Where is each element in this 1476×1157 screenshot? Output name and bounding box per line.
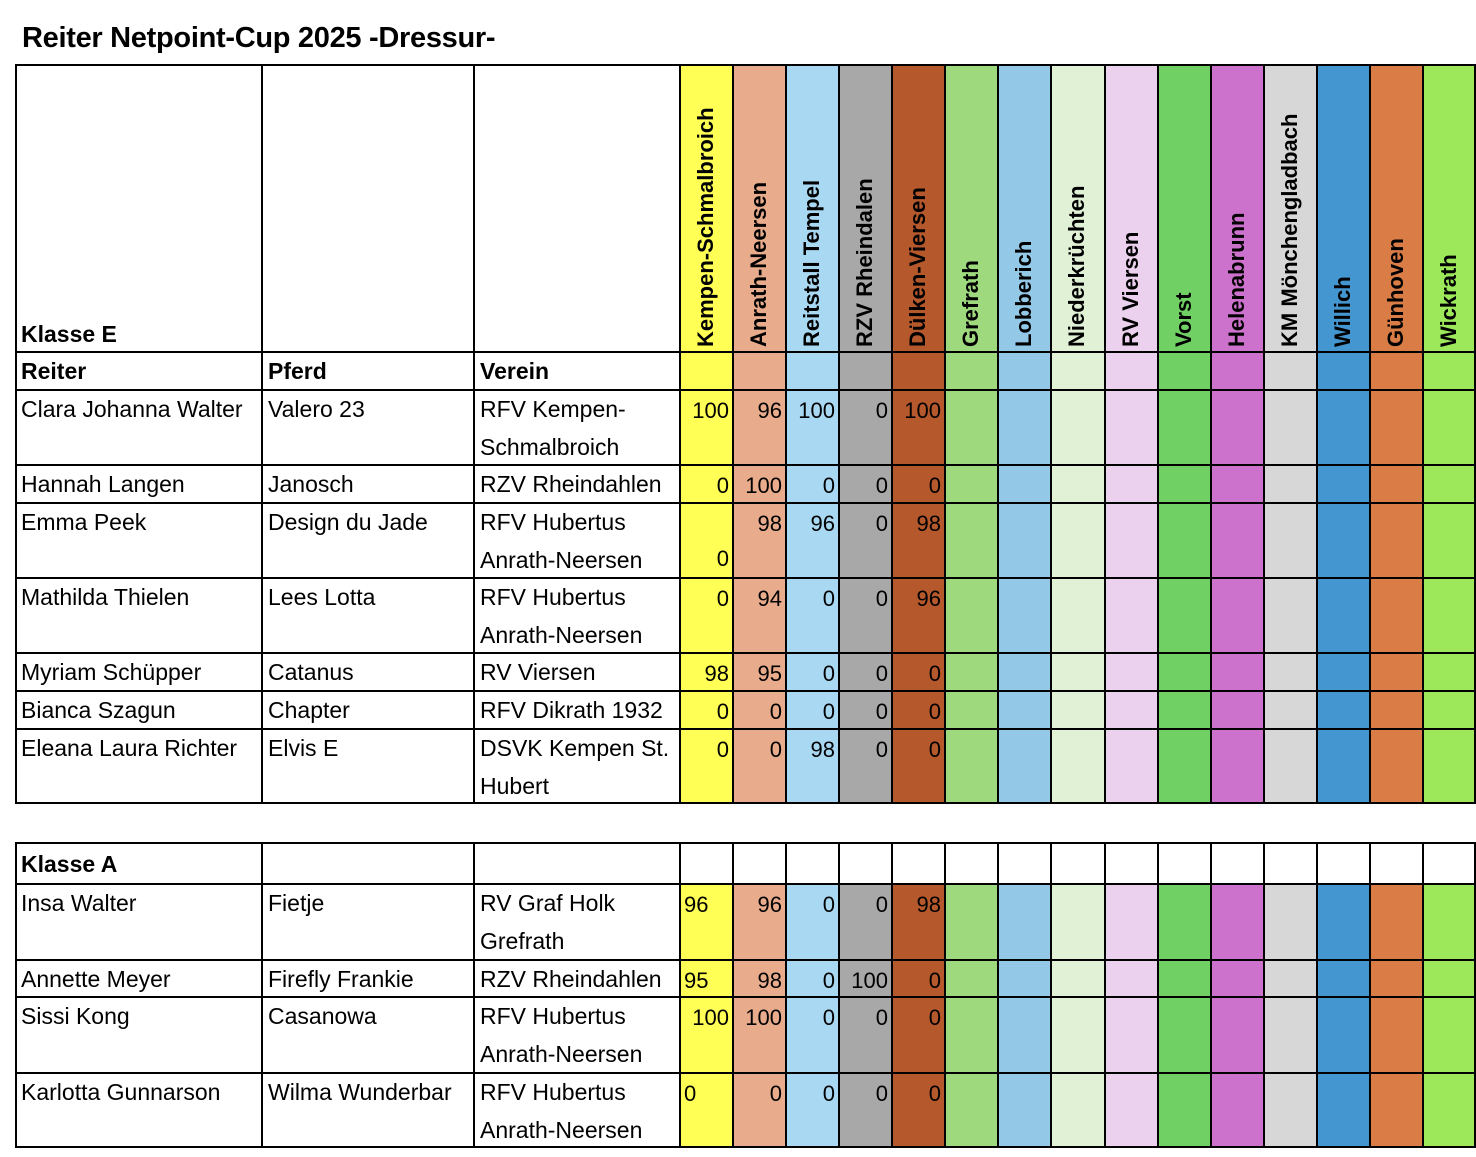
score-cell <box>1051 653 1105 691</box>
club-header-label: RZV Rheindalen <box>851 178 877 347</box>
header-club: Verein <box>474 352 680 390</box>
score-cell: 0 <box>839 578 892 653</box>
score-cell <box>1211 503 1264 578</box>
score-cell: 0 <box>839 465 892 503</box>
score-cell <box>1158 997 1211 1073</box>
club-name: RV Graf Holk Grefrath <box>474 884 680 960</box>
subheader-color-7 <box>998 352 1051 390</box>
score-cell: 0 <box>733 691 786 729</box>
score-cell: 98 <box>733 503 786 578</box>
score-cell <box>1051 465 1105 503</box>
score-cell <box>1211 390 1264 465</box>
score-cell <box>1105 997 1158 1073</box>
club-name: RZV Rheindahlen <box>474 960 680 997</box>
club-name: DSVK Kempen St. Hubert <box>474 729 680 804</box>
score-cell <box>1423 691 1476 729</box>
score-cell: 0 <box>839 997 892 1073</box>
club-header-label: Willich <box>1329 276 1355 347</box>
klasse-a-blank-9 <box>1105 842 1158 884</box>
score-cell: 98 <box>680 653 733 691</box>
subheader-color-3 <box>786 352 839 390</box>
score-cell <box>1370 578 1423 653</box>
score-cell <box>998 997 1051 1073</box>
club-header-15 <box>1423 64 1476 352</box>
klasse-a-blank-12 <box>1264 842 1317 884</box>
score-cell <box>945 653 998 691</box>
score-cell <box>1105 729 1158 804</box>
club-header-label: Grefrath <box>957 260 983 347</box>
score-cell: 0 <box>786 578 839 653</box>
club-header-7 <box>998 64 1051 352</box>
score-cell <box>998 578 1051 653</box>
subheader-color-1 <box>680 352 733 390</box>
score-cell: 0 <box>786 653 839 691</box>
club-name: RFV Kempen-Schmalbroich <box>474 390 680 465</box>
klasse-a-blank-10 <box>1158 842 1211 884</box>
club-header-5 <box>892 64 945 352</box>
klasse-a-blank-4 <box>839 842 892 884</box>
club-header-8 <box>1051 64 1105 352</box>
score-cell <box>1370 653 1423 691</box>
score-cell <box>1051 884 1105 960</box>
score-cell <box>1211 691 1264 729</box>
score-cell: 0 <box>786 997 839 1073</box>
subheader-color-13 <box>1317 352 1370 390</box>
score-cell: 0 <box>786 465 839 503</box>
score-cell <box>1158 729 1211 804</box>
score-cell: 100 <box>680 390 733 465</box>
score-cell: 0 <box>892 729 945 804</box>
club-name: RFV Hubertus Anrath-Neersen <box>474 1073 680 1148</box>
score-cell: 0 <box>680 503 733 578</box>
score-cell: 96 <box>892 578 945 653</box>
club-header-11 <box>1211 64 1264 352</box>
club-header-label: Lobberich <box>1010 240 1036 347</box>
score-cell: 100 <box>839 960 892 997</box>
score-cell: 0 <box>839 884 892 960</box>
score-cell <box>998 691 1051 729</box>
rider-name: Annette Meyer <box>15 960 262 997</box>
subheader-color-5 <box>892 352 945 390</box>
score-cell <box>1051 997 1105 1073</box>
klasse-a-blank-15 <box>1423 842 1476 884</box>
rider-name: Mathilda Thielen <box>15 578 262 653</box>
score-cell <box>1317 884 1370 960</box>
score-cell <box>998 960 1051 997</box>
club-header-label: Anrath-Neersen <box>745 181 771 347</box>
club-name: RFV Dikrath 1932 <box>474 691 680 729</box>
score-cell <box>1264 578 1317 653</box>
score-cell: 98 <box>892 884 945 960</box>
score-cell <box>945 465 998 503</box>
rider-name: Myriam Schüpper <box>15 653 262 691</box>
score-cell: 0 <box>680 465 733 503</box>
club-header-10 <box>1158 64 1211 352</box>
score-cell <box>1264 465 1317 503</box>
score-cell <box>1051 691 1105 729</box>
score-cell <box>1051 578 1105 653</box>
score-cell <box>1317 960 1370 997</box>
rider-name: Karlotta Gunnarson <box>15 1073 262 1148</box>
score-cell <box>1370 997 1423 1073</box>
score-cell: 0 <box>680 578 733 653</box>
score-cell <box>1370 1073 1423 1148</box>
club-header-label: RV Viersen <box>1117 231 1143 347</box>
score-cell <box>1370 960 1423 997</box>
score-cell: 0 <box>839 503 892 578</box>
rider-name: Sissi Kong <box>15 997 262 1073</box>
score-cell <box>998 465 1051 503</box>
score-cell: 98 <box>786 729 839 804</box>
score-cell: 95 <box>733 653 786 691</box>
score-cell <box>1370 729 1423 804</box>
subheader-color-4 <box>839 352 892 390</box>
page-title: Reiter Netpoint-Cup 2025 -Dressur- <box>22 22 496 54</box>
score-cell <box>998 653 1051 691</box>
score-cell <box>1317 503 1370 578</box>
score-cell <box>1051 1073 1105 1148</box>
club-header-9 <box>1105 64 1158 352</box>
score-cell <box>1370 884 1423 960</box>
subheader-color-9 <box>1105 352 1158 390</box>
klasse-a-label: Klasse A <box>15 842 262 884</box>
score-cell <box>1211 997 1264 1073</box>
horse-name: Lees Lotta <box>262 578 474 653</box>
score-cell: 96 <box>733 884 786 960</box>
score-cell <box>945 1073 998 1148</box>
score-cell <box>945 960 998 997</box>
score-cell: 95 <box>680 960 733 997</box>
club-header-1 <box>680 64 733 352</box>
club-name: RFV Hubertus Anrath-Neersen <box>474 503 680 578</box>
score-cell: 0 <box>680 729 733 804</box>
score-cell <box>1423 465 1476 503</box>
club-header-14 <box>1370 64 1423 352</box>
score-cell <box>1264 653 1317 691</box>
score-cell <box>945 884 998 960</box>
score-cell <box>1423 578 1476 653</box>
score-cell <box>1264 390 1317 465</box>
score-cell <box>1211 729 1264 804</box>
klasse-a-blank-horse <box>262 842 474 884</box>
horse-name: Wilma Wunderbar <box>262 1073 474 1148</box>
score-cell: 0 <box>733 1073 786 1148</box>
horse-name: Design du Jade <box>262 503 474 578</box>
score-cell <box>1370 691 1423 729</box>
score-cell <box>1423 960 1476 997</box>
club-header-2 <box>733 64 786 352</box>
score-cell <box>1317 653 1370 691</box>
score-cell <box>1158 465 1211 503</box>
club-header-label: Dülken-Viersen <box>904 187 930 347</box>
horse-name: Fietje <box>262 884 474 960</box>
score-cell <box>1105 578 1158 653</box>
score-cell <box>1423 729 1476 804</box>
club-header-label: Helenabrunn <box>1223 212 1249 347</box>
horse-name: Elvis E <box>262 729 474 804</box>
klasse-a-blank-7 <box>998 842 1051 884</box>
score-cell: 0 <box>839 390 892 465</box>
header-blank-horse <box>262 64 474 352</box>
score-cell <box>945 578 998 653</box>
score-cell <box>1158 578 1211 653</box>
score-cell <box>1051 960 1105 997</box>
score-cell: 0 <box>892 997 945 1073</box>
score-cell <box>1051 503 1105 578</box>
score-cell <box>1211 465 1264 503</box>
score-cell <box>1158 884 1211 960</box>
subheader-color-6 <box>945 352 998 390</box>
subheader-color-10 <box>1158 352 1211 390</box>
horse-name: Valero 23 <box>262 390 474 465</box>
score-cell: 0 <box>839 729 892 804</box>
score-cell <box>1105 465 1158 503</box>
score-cell <box>1423 503 1476 578</box>
score-cell: 0 <box>892 691 945 729</box>
club-header-label: Kempen-Schmalbroich <box>692 107 718 347</box>
score-cell <box>1317 691 1370 729</box>
score-cell: 0 <box>786 1073 839 1148</box>
rider-name: Bianca Szagun <box>15 691 262 729</box>
rider-name: Insa Walter <box>15 884 262 960</box>
horse-name: Firefly Frankie <box>262 960 474 997</box>
score-cell: 0 <box>733 729 786 804</box>
score-cell <box>1211 578 1264 653</box>
score-cell: 0 <box>892 465 945 503</box>
score-cell <box>1370 390 1423 465</box>
score-cell <box>1105 691 1158 729</box>
score-cell <box>998 503 1051 578</box>
score-cell <box>1370 465 1423 503</box>
club-header-12 <box>1264 64 1317 352</box>
score-cell <box>998 729 1051 804</box>
subheader-color-2 <box>733 352 786 390</box>
subheader-color-15 <box>1423 352 1476 390</box>
score-cell <box>945 997 998 1073</box>
score-cell <box>1158 503 1211 578</box>
rider-name: Emma Peek <box>15 503 262 578</box>
score-cell <box>1158 691 1211 729</box>
club-header-13 <box>1317 64 1370 352</box>
score-cell <box>1264 960 1317 997</box>
score-cell: 0 <box>680 1073 733 1148</box>
score-cell <box>1105 390 1158 465</box>
rider-name: Clara Johanna Walter <box>15 390 262 465</box>
score-cell <box>1211 884 1264 960</box>
horse-name: Chapter <box>262 691 474 729</box>
club-name: RFV Hubertus Anrath-Neersen <box>474 997 680 1073</box>
score-cell <box>1105 960 1158 997</box>
score-cell: 0 <box>786 691 839 729</box>
klasse-a-blank-club <box>474 842 680 884</box>
rider-name: Hannah Langen <box>15 465 262 503</box>
score-cell: 94 <box>733 578 786 653</box>
score-cell: 0 <box>892 653 945 691</box>
score-cell <box>998 390 1051 465</box>
klasse-a-blank-13 <box>1317 842 1370 884</box>
score-cell <box>1317 390 1370 465</box>
klasse-a-blank-14 <box>1370 842 1423 884</box>
score-cell: 100 <box>892 390 945 465</box>
subheader-color-14 <box>1370 352 1423 390</box>
score-cell <box>1158 1073 1211 1148</box>
score-cell <box>1317 997 1370 1073</box>
score-cell <box>1317 1073 1370 1148</box>
klasse-a-blank-2 <box>733 842 786 884</box>
score-cell: 0 <box>839 691 892 729</box>
subheader-color-8 <box>1051 352 1105 390</box>
score-cell <box>1370 503 1423 578</box>
score-cell <box>1423 653 1476 691</box>
score-cell: 0 <box>786 884 839 960</box>
score-cell <box>945 691 998 729</box>
score-cell <box>1051 729 1105 804</box>
club-header-label: Wickrath <box>1435 254 1461 347</box>
score-cell <box>1264 691 1317 729</box>
score-cell <box>1423 997 1476 1073</box>
club-name: RZV Rheindahlen <box>474 465 680 503</box>
score-cell <box>1264 1073 1317 1148</box>
header-horse: Pferd <box>262 352 474 390</box>
subheader-color-11 <box>1211 352 1264 390</box>
club-header-label: Vorst <box>1170 292 1196 347</box>
score-cell: 100 <box>733 465 786 503</box>
klasse-e-label: Klasse E <box>15 64 262 352</box>
horse-name: Catanus <box>262 653 474 691</box>
score-cell <box>945 729 998 804</box>
score-cell <box>1423 1073 1476 1148</box>
klasse-a-blank-8 <box>1051 842 1105 884</box>
horse-name: Casanowa <box>262 997 474 1073</box>
score-cell: 96 <box>786 503 839 578</box>
club-header-label: Günhoven <box>1382 238 1408 347</box>
subheader-color-12 <box>1264 352 1317 390</box>
club-name: RFV Hubertus Anrath-Neersen <box>474 578 680 653</box>
score-cell <box>998 1073 1051 1148</box>
score-cell <box>1211 1073 1264 1148</box>
klasse-a-blank-1 <box>680 842 733 884</box>
score-cell: 100 <box>733 997 786 1073</box>
score-cell <box>1158 390 1211 465</box>
score-cell <box>1211 960 1264 997</box>
score-cell <box>1105 884 1158 960</box>
score-cell <box>1264 884 1317 960</box>
club-header-4 <box>839 64 892 352</box>
score-cell <box>1264 997 1317 1073</box>
score-cell <box>945 390 998 465</box>
rider-name: Eleana Laura Richter <box>15 729 262 804</box>
score-cell <box>1264 503 1317 578</box>
score-cell <box>1105 503 1158 578</box>
score-cell: 100 <box>680 997 733 1073</box>
score-cell <box>945 503 998 578</box>
header-rider: Reiter <box>15 352 262 390</box>
score-cell <box>1211 653 1264 691</box>
score-cell: 0 <box>839 653 892 691</box>
score-cell: 98 <box>892 503 945 578</box>
club-header-label: KM Mönchengladbach <box>1276 113 1302 347</box>
score-cell <box>1317 729 1370 804</box>
score-cell <box>1423 390 1476 465</box>
header-blank-club <box>474 64 680 352</box>
score-cell: 96 <box>733 390 786 465</box>
club-header-3 <box>786 64 839 352</box>
score-cell: 0 <box>892 960 945 997</box>
score-cell <box>1158 960 1211 997</box>
score-cell <box>1051 390 1105 465</box>
club-header-label: Niederkrüchten <box>1064 185 1089 347</box>
klasse-a-blank-5 <box>892 842 945 884</box>
klasse-a-blank-3 <box>786 842 839 884</box>
club-header-6 <box>945 64 998 352</box>
score-cell <box>998 884 1051 960</box>
score-cell: 0 <box>892 1073 945 1148</box>
score-cell <box>1317 578 1370 653</box>
score-cell <box>1317 465 1370 503</box>
score-cell: 0 <box>680 691 733 729</box>
club-header-label: Reitstall Tempel <box>798 179 824 347</box>
club-name: RV Viersen <box>474 653 680 691</box>
score-cell <box>1105 653 1158 691</box>
score-cell: 98 <box>733 960 786 997</box>
klasse-a-blank-11 <box>1211 842 1264 884</box>
score-cell <box>1423 884 1476 960</box>
score-cell <box>1105 1073 1158 1148</box>
klasse-a-blank-6 <box>945 842 998 884</box>
score-cell: 0 <box>786 960 839 997</box>
horse-name: Janosch <box>262 465 474 503</box>
score-cell: 0 <box>839 1073 892 1148</box>
score-cell <box>1158 653 1211 691</box>
score-cell: 96 <box>680 884 733 960</box>
score-cell: 100 <box>786 390 839 465</box>
score-cell <box>1264 729 1317 804</box>
